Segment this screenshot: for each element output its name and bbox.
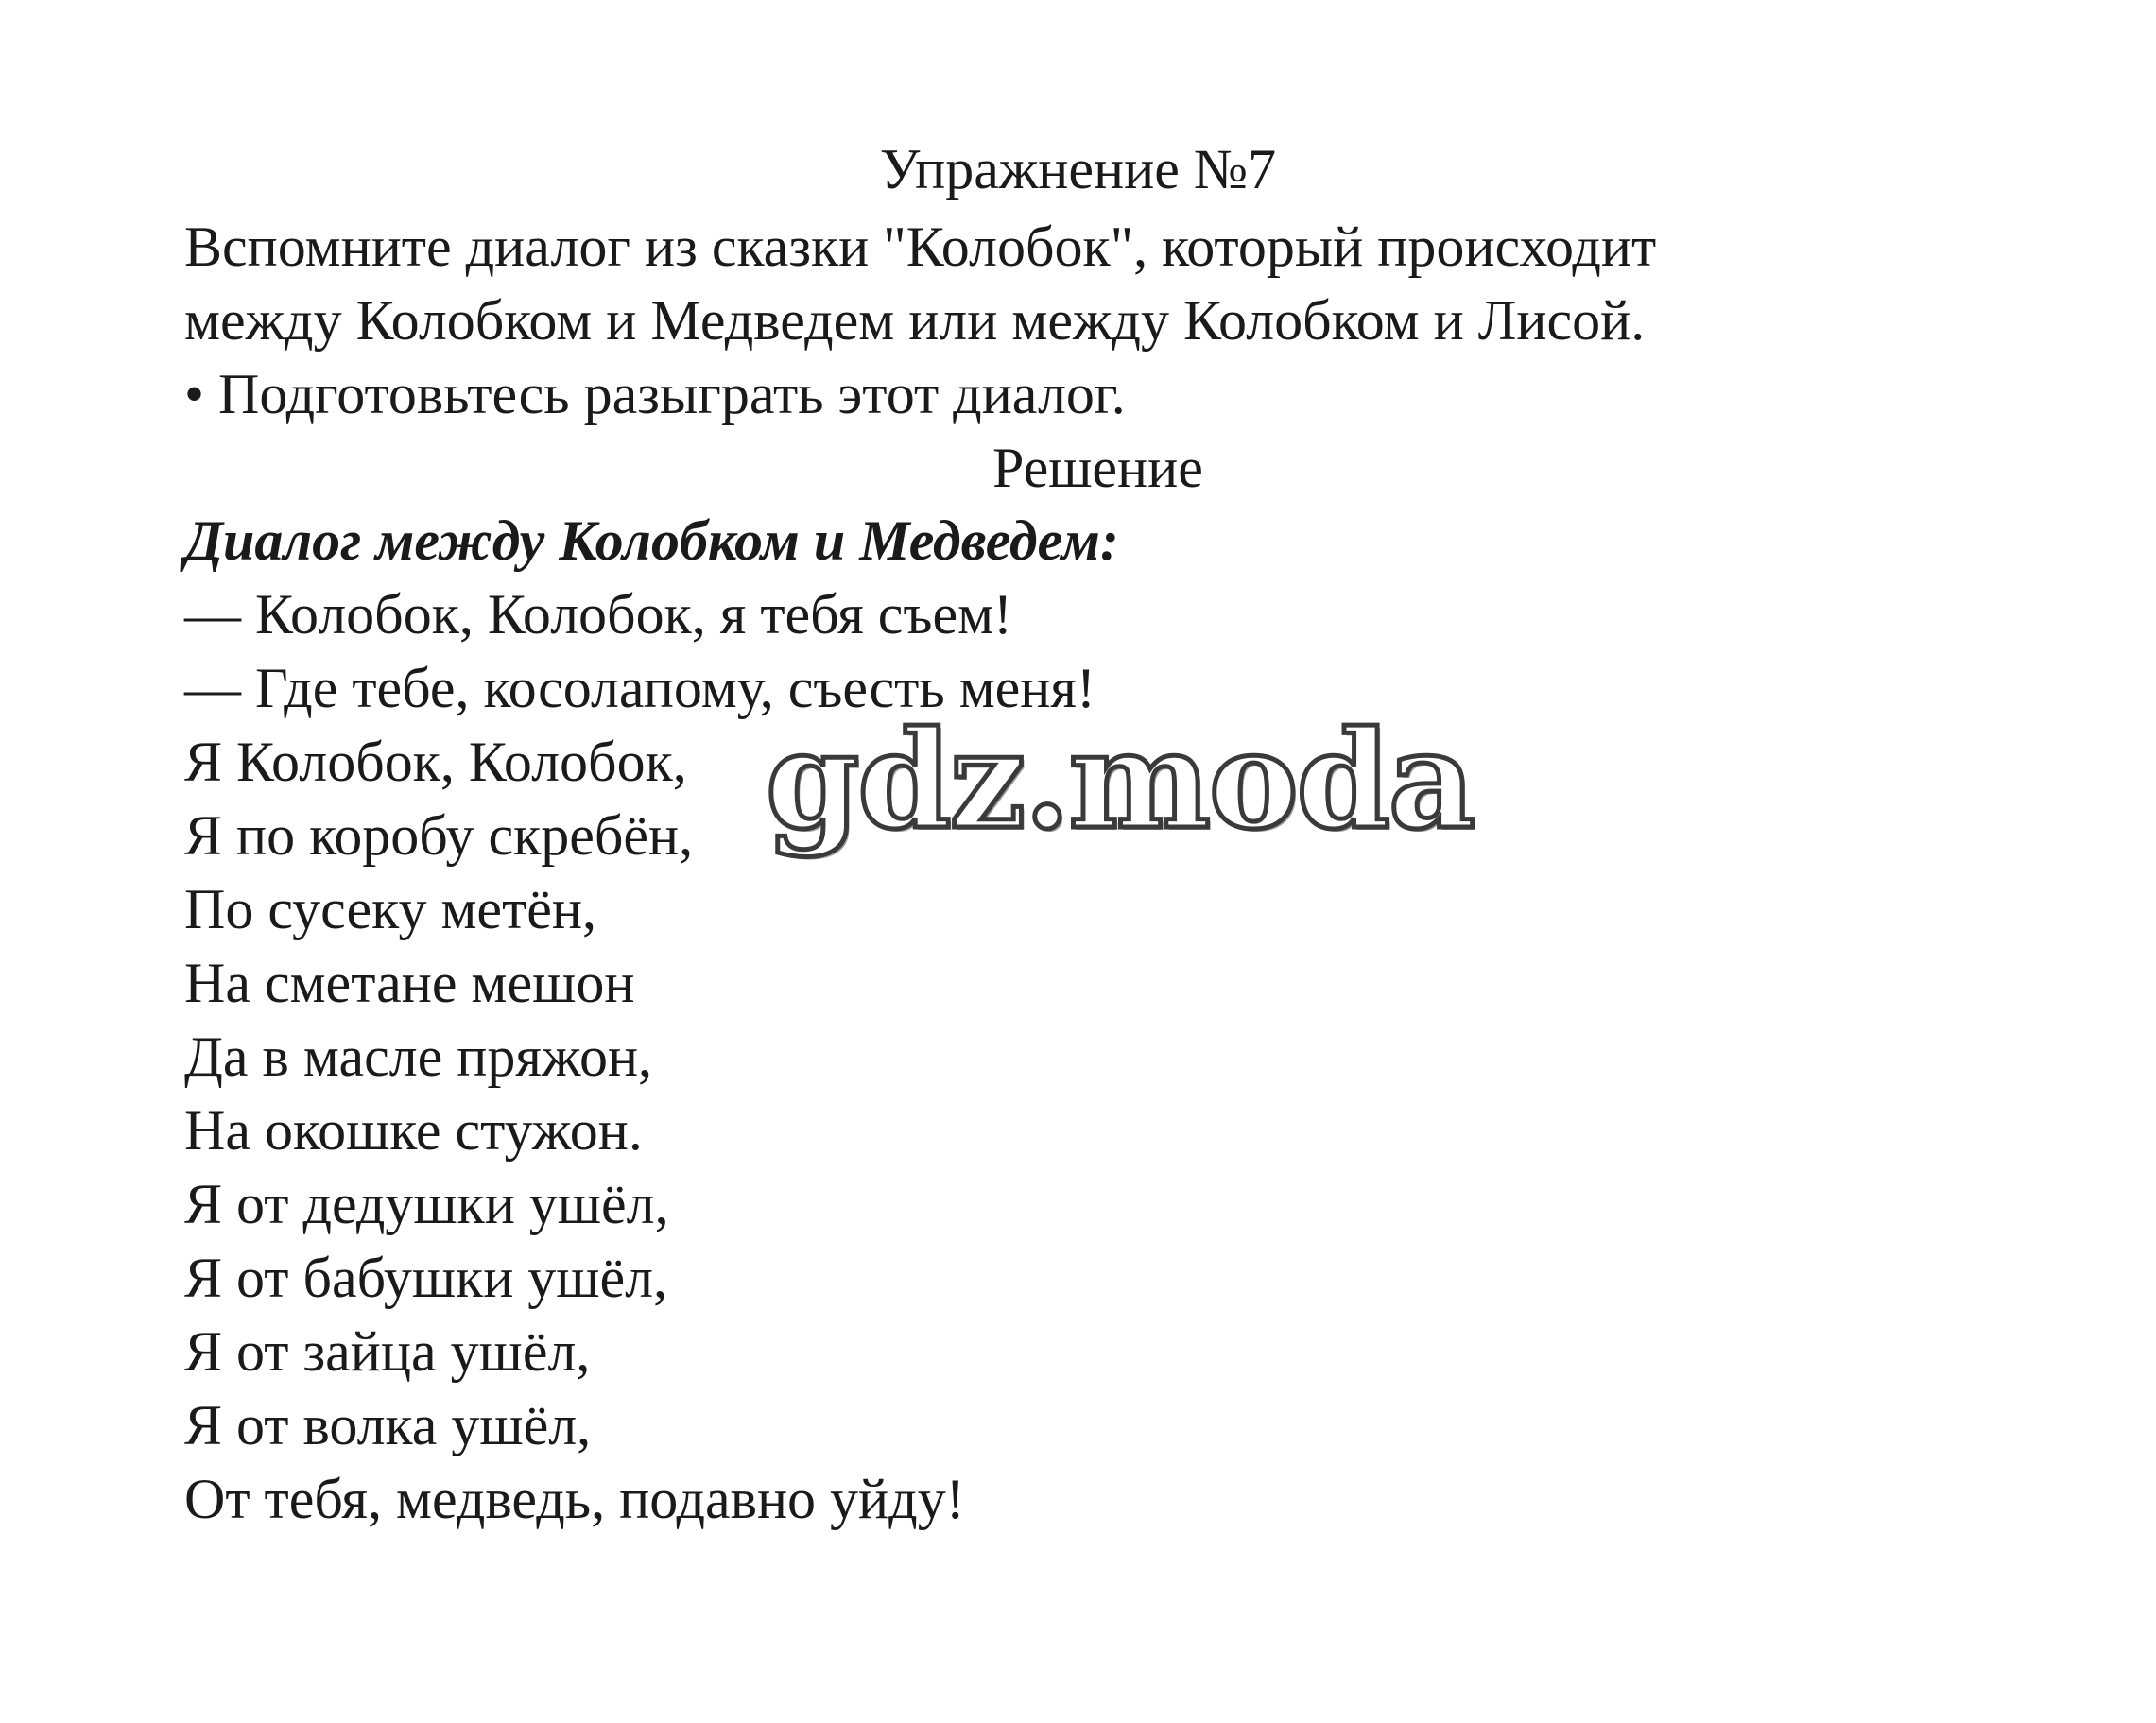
dialog-line: — Колобок, Колобок, я тебя съем! <box>184 583 1013 646</box>
exercise-title: Упражнение №7 <box>879 138 1277 200</box>
task-text-line-2: между Колобком и Медведем или между Колобком и Лисой. <box>184 289 1646 352</box>
task-bullet: • Подготовьтесь разыграть этот диалог. <box>184 363 1126 425</box>
dialog-line: На окошке стужон. <box>184 1099 643 1162</box>
dialog-line: На сметане мешон <box>184 952 635 1014</box>
dialog-line: Я от дедушки ушёл, <box>184 1173 669 1235</box>
dialog-line: От тебя, медведь, подавно уйду! <box>184 1468 965 1530</box>
dialog-line: Да в масле пряжон, <box>184 1025 653 1088</box>
dialog-line: Я от волка ушёл, <box>184 1394 592 1456</box>
dialog-line: Я от зайца ушёл, <box>184 1320 591 1383</box>
dialog-line: Я Колобок, Колобок, <box>184 731 687 793</box>
dialog-line: По сусеку метён, <box>184 878 597 940</box>
dialog-line: Я по коробу скребён, <box>184 804 694 867</box>
dialog-line: Я от бабушки ушёл, <box>184 1247 668 1309</box>
dialog-heading: Диалог между Колобком и Медведем: <box>184 509 1119 572</box>
solution-heading: Решение <box>992 437 1203 499</box>
task-text-line-1: Вспомните диалог из сказки "Колобок", который происходит <box>184 215 1657 278</box>
dialog-line: — Где тебе, косолапому, съесть меня! <box>184 657 1095 719</box>
watermark-logo: gdz.moda <box>766 702 1474 859</box>
